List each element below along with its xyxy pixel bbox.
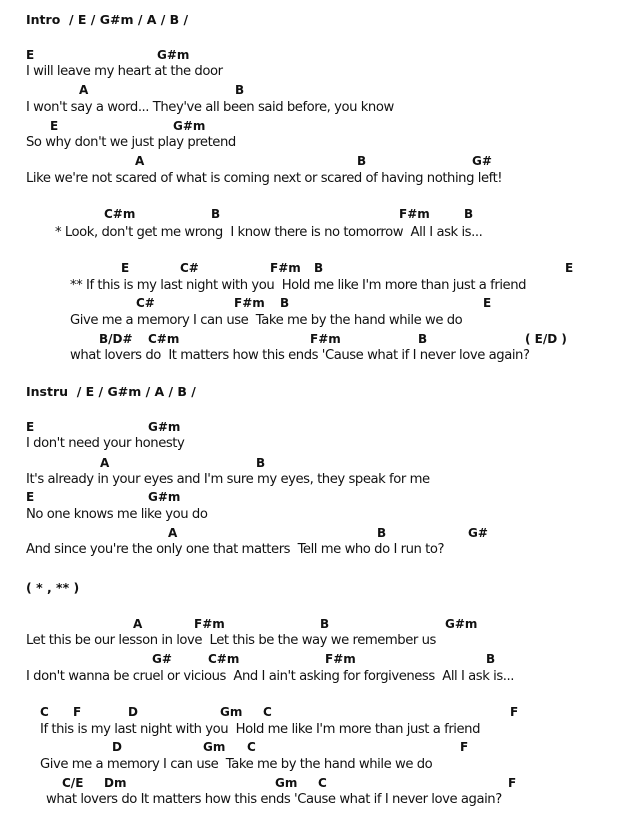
chord: C xyxy=(247,740,256,754)
chord: G#m xyxy=(157,48,190,62)
lyric-line: Give me a memory I can use Take me by the hand while we do xyxy=(70,313,463,328)
chord: C# xyxy=(136,296,155,310)
chord: F#m xyxy=(234,296,265,310)
chord: F#m xyxy=(194,617,225,631)
chord: B xyxy=(211,207,221,221)
lyric-line: * Look, don't get me wrong I know there is no tomorrow All I ask is... xyxy=(55,225,483,240)
chord: G#m xyxy=(173,119,206,133)
chord: C# xyxy=(180,261,199,275)
lyric-line: what lovers do It matters how this ends 'Cause what if I never love again? xyxy=(70,348,530,363)
chord: A xyxy=(100,456,110,470)
chord: E xyxy=(483,296,492,310)
chord: B xyxy=(357,154,367,168)
chord: F xyxy=(510,705,519,719)
lyric-line: Give me a memory I can use Take me by the hand while we do xyxy=(40,757,433,772)
lyric-line: I don't wanna be cruel or vicious And I ain't asking for forgiveness All I ask is... xyxy=(26,669,515,684)
chord: B/D# xyxy=(99,332,133,346)
lyric-line: I will leave my heart at the door xyxy=(26,64,223,79)
chord: B xyxy=(235,83,245,97)
lyric-line: ** If this is my last night with you Hold me like I'm more than just a friend xyxy=(70,278,527,293)
chord: G# xyxy=(472,154,492,168)
chord: B xyxy=(418,332,428,346)
chord: D xyxy=(128,705,138,719)
chord: B xyxy=(256,456,266,470)
intro-heading: Intro / E / G#m / A / B / xyxy=(26,12,189,27)
chord: A xyxy=(79,83,89,97)
chord: E xyxy=(26,490,35,504)
instru-heading: Instru / E / G#m / A / B / xyxy=(26,384,196,399)
chord: B xyxy=(464,207,474,221)
chord: E xyxy=(26,420,35,434)
chord: G#m xyxy=(445,617,478,631)
lyric-line: I won't say a word... They've all been said before, you know xyxy=(26,100,394,115)
chord: F xyxy=(508,776,517,790)
chord: A xyxy=(133,617,143,631)
chord: ( E/D ) xyxy=(525,332,567,346)
lyric-line: Like we're not scared of what is coming next or scared of having nothing left! xyxy=(26,171,503,186)
chord: B xyxy=(320,617,330,631)
chord: G# xyxy=(152,652,172,666)
lyric-line: what lovers do It matters how this ends 'Cause what if I never love again? xyxy=(46,792,502,807)
lyric-line: And since you're the only one that matters Tell me who do I run to? xyxy=(26,542,445,557)
lyric-line: So why don't we just play pretend xyxy=(26,135,236,150)
chord: D xyxy=(112,740,122,754)
repeat-heading: ( * , ** ) xyxy=(26,580,80,595)
chord: E xyxy=(50,119,59,133)
chord: Dm xyxy=(104,776,127,790)
chord: A xyxy=(135,154,145,168)
chord: C#m xyxy=(104,207,136,221)
chord: Gm xyxy=(220,705,243,719)
chord: G#m xyxy=(148,420,181,434)
chord: B xyxy=(486,652,496,666)
chord: C/E xyxy=(62,776,84,790)
chord: C xyxy=(40,705,49,719)
lyric-line: No one knows me like you do xyxy=(26,507,208,522)
chord: E xyxy=(565,261,574,275)
chord: A xyxy=(168,526,178,540)
chord: G# xyxy=(468,526,488,540)
chord: F#m xyxy=(325,652,356,666)
chord: F#m xyxy=(310,332,341,346)
chord: Gm xyxy=(203,740,226,754)
chord: F#m xyxy=(399,207,430,221)
chord: Gm xyxy=(275,776,298,790)
chord: E xyxy=(121,261,130,275)
chord: E xyxy=(26,48,35,62)
chord: C#m xyxy=(208,652,240,666)
chord: B xyxy=(280,296,290,310)
chord: C xyxy=(263,705,272,719)
chord: F xyxy=(73,705,82,719)
chord: G#m xyxy=(148,490,181,504)
chord: C xyxy=(318,776,327,790)
chord: C#m xyxy=(148,332,180,346)
lyric-line: If this is my last night with you Hold me like I'm more than just a friend xyxy=(40,722,481,737)
chord: B xyxy=(314,261,324,275)
lyric-line: I don't need your honesty xyxy=(26,436,185,451)
lyric-line: It's already in your eyes and I'm sure my eyes, they speak for me xyxy=(26,472,430,487)
lyric-line: Let this be our lesson in love Let this be the way we remember us xyxy=(26,633,436,648)
chord: B xyxy=(377,526,387,540)
chord: F xyxy=(460,740,469,754)
chord: F#m xyxy=(270,261,301,275)
